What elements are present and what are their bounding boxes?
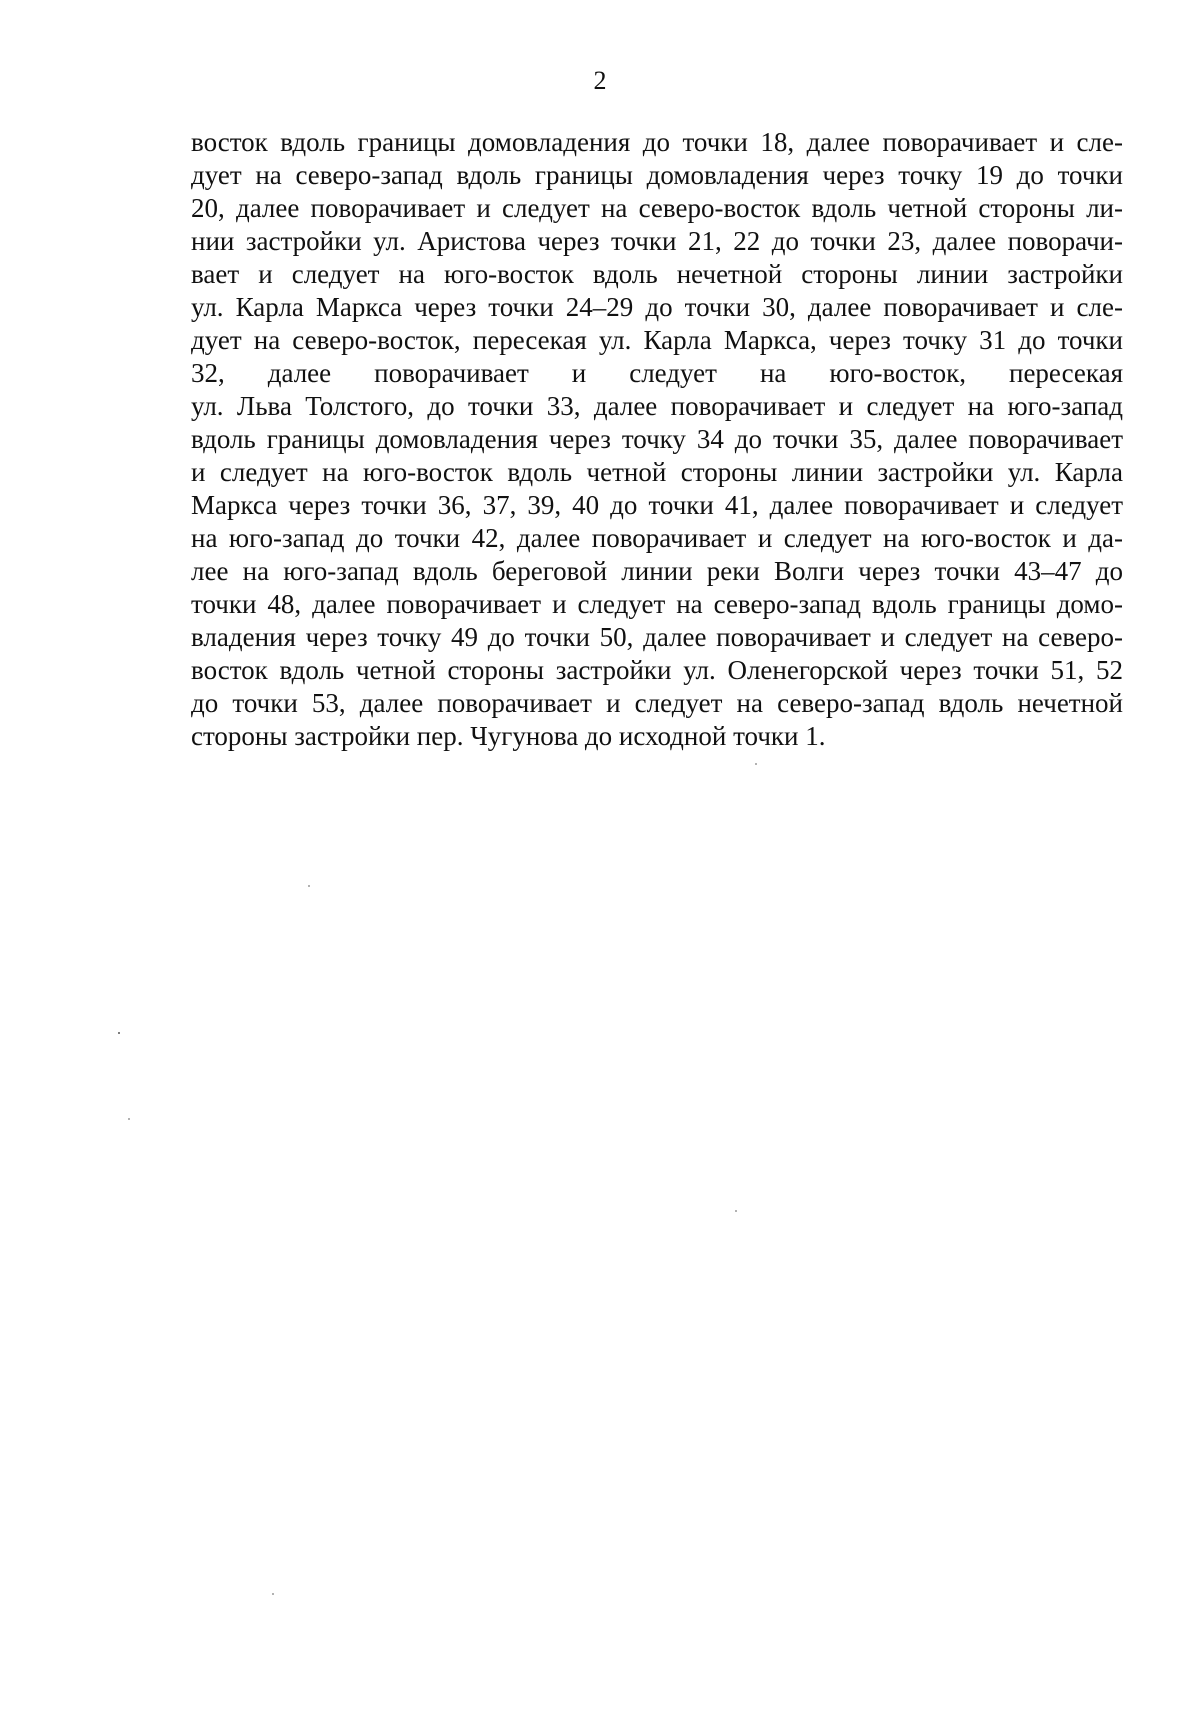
- text-line: на юго-запад до точки 42, далее поворачивает и следует на юго-восток и да-: [191, 523, 1123, 553]
- text-line: вает и следует на юго-восток вдоль нечетной стороны линии застройки: [191, 259, 1123, 289]
- text-line: вдоль границы домовладения через точку 34 до точки 35, далее поворачивает: [191, 424, 1123, 454]
- text-line: восток вдоль границы домовладения до точки 18, далее поворачивает и сле-: [191, 127, 1123, 157]
- scan-speck: [272, 1593, 274, 1595]
- scan-speck: [735, 1210, 737, 1212]
- text-line: лее на юго-запад вдоль береговой линии реки Волги через точки 43–47 до: [191, 556, 1123, 586]
- scan-speck: [128, 1118, 130, 1120]
- text-line: точки 48, далее поворачивает и следует на северо-запад вдоль границы домо-: [191, 589, 1123, 619]
- text-line: стороны застройки пер. Чугунова до исходной точки 1.: [191, 721, 826, 751]
- page-number: 2: [593, 66, 607, 95]
- scan-speck: [755, 763, 757, 765]
- scan-speck: [308, 885, 310, 887]
- scan-speck: [118, 1032, 120, 1034]
- text-line: ул. Карла Маркса через точки 24–29 до точки 30, далее поворачивает и сле-: [191, 292, 1123, 322]
- text-line: 32, далее поворачивает и следует на юго-восток, пересекая: [191, 358, 1123, 388]
- text-line: до точки 53, далее поворачивает и следует на северо-запад вдоль нечетной: [191, 688, 1123, 718]
- body-paragraph: [191, 126, 1123, 753]
- text-line: и следует на юго-восток вдоль четной стороны линии застройки ул. Карла: [191, 457, 1123, 487]
- text-line: дует на северо-восток, пересекая ул. Карла Маркса, через точку 31 до точки: [191, 325, 1123, 355]
- text-line: 20, далее поворачивает и следует на северо-восток вдоль четной стороны ли-: [191, 193, 1123, 223]
- text-line: Маркса через точки 36, 37, 39, 40 до точки 41, далее поворачивает и следует: [191, 490, 1123, 520]
- text-line: восток вдоль четной стороны застройки ул. Оленегорской через точки 51, 52: [191, 655, 1123, 685]
- text-line: нии застройки ул. Аристова через точки 21, 22 до точки 23, далее поворачи-: [191, 226, 1123, 256]
- text-line: дует на северо-запад вдоль границы домовладения через точку 19 до точки: [191, 160, 1123, 190]
- text-line: владения через точку 49 до точки 50, далее поворачивает и следует на северо-: [191, 622, 1123, 652]
- text-line: ул. Льва Толстого, до точки 33, далее поворачивает и следует на юго-запад: [191, 391, 1123, 421]
